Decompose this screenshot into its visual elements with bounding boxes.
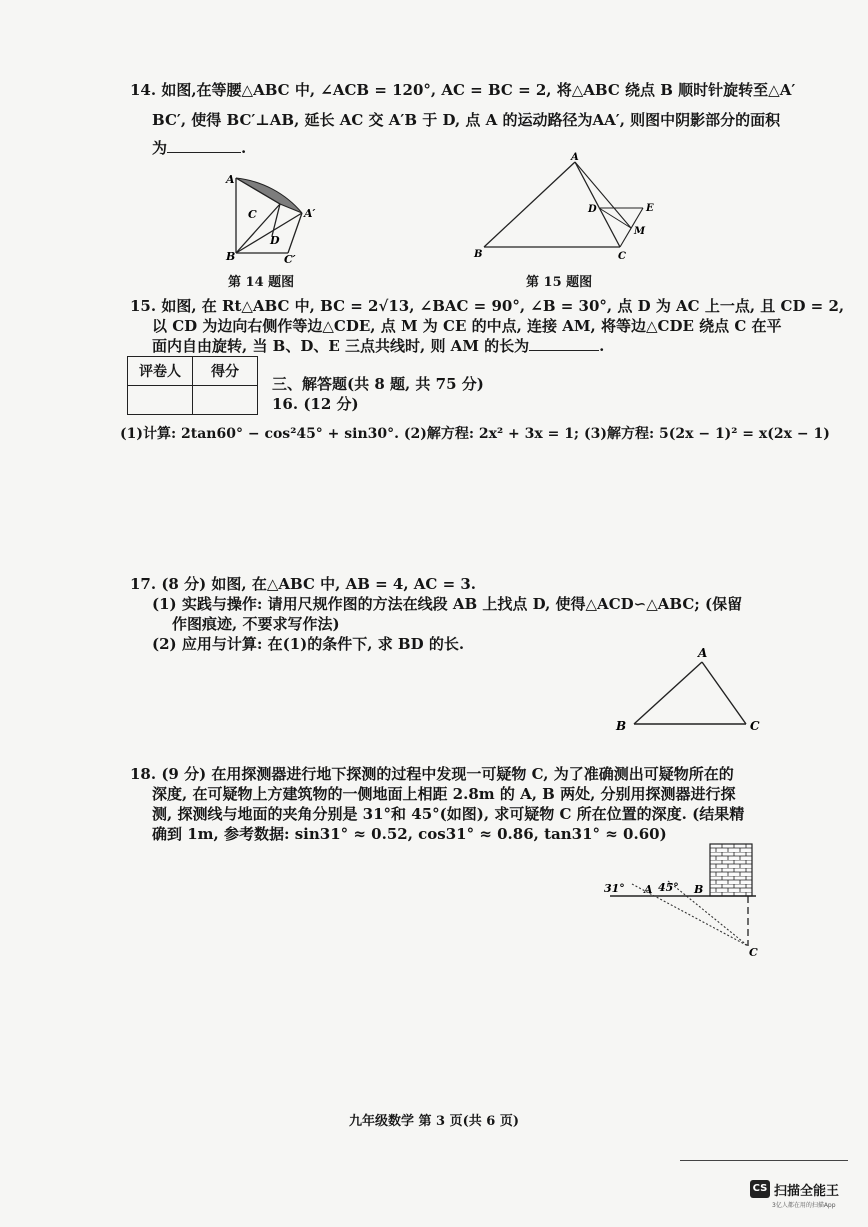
q14-caption: 第 14 题图	[228, 275, 295, 290]
q17-label-b: B	[616, 719, 627, 733]
q14-answer-blank	[167, 138, 241, 153]
grader-table	[127, 356, 258, 415]
q14-segment-c2a2	[288, 213, 302, 253]
q15-segment-am	[575, 162, 631, 228]
q15-segment-ac	[575, 162, 620, 247]
q18-building	[710, 844, 752, 896]
q14-line-3	[152, 138, 246, 158]
q18-line-4: 确到 1m, 参考数据: sin31° ≈ 0.52, cos31° ≈ 0.86, tan31° ≈ 0.60)	[152, 825, 667, 843]
scanner-logo-icon: CS	[750, 1180, 770, 1198]
footer-rule	[680, 1160, 848, 1161]
section-3-heading: 三、解答题(共 8 题, 共 75 分)	[272, 375, 484, 393]
grader-cell-score[interactable]	[193, 386, 258, 415]
q15-label-c: C	[618, 251, 626, 262]
q17-label-c: C	[750, 719, 760, 733]
q17-segment-ba	[634, 662, 702, 724]
q15-label-a: A	[571, 152, 579, 163]
q17-line-4: (2) 应用与计算: 在(1)的条件下, 求 BD 的长.	[152, 635, 465, 653]
q14-label-a-prime: A′	[304, 207, 316, 220]
grader-cell-reviewer[interactable]	[128, 386, 193, 415]
q18-label-a: A	[644, 883, 653, 896]
scanner-app-name: 扫描全能王	[774, 1184, 840, 1199]
scanner-tagline: 3亿人都在用的扫描App	[772, 1202, 836, 1209]
q14-line-3-suffix: .	[241, 139, 247, 157]
q14-label-c-prime: C′	[284, 253, 296, 266]
q15-label-d: D	[588, 204, 597, 215]
q17-line-3: 作图痕迹, 不要求写作法)	[172, 615, 340, 633]
q17-figure	[612, 640, 772, 740]
q17-line-2: (1) 实践与操作: 请用尺规作图的方法在线段 AB 上找点 D, 使得△ACD∽△ABC; (保留	[152, 595, 743, 613]
q18-label-b: B	[694, 883, 704, 896]
q14-line-1: 14. 如图,在等腰△ABC 中, ∠ACB = 120°, AC = BC = 2, 将△ABC 绕点 B 顺时针旋转至△A′	[130, 81, 796, 99]
q18-label-c: C	[749, 946, 758, 959]
q15-label-m: M	[634, 226, 646, 237]
q14-label-d: D	[270, 234, 280, 247]
q15-line-1: 15. 如图, 在 Rt△ABC 中, BC = 2√13, ∠BAC = 90°, ∠B = 30°, 点 D 为 AC 上一点, 且 CD = 2,	[130, 297, 845, 315]
q14-line-3-prefix: 为	[152, 139, 168, 157]
q15-label-e: E	[646, 203, 654, 214]
q14-label-c: C	[248, 208, 257, 221]
q14-segment-ba2	[236, 213, 302, 253]
q14-label-a: A	[226, 173, 235, 186]
q18-line-1: 18. (9 分) 在用探测器进行地下探测的过程中发现一可疑物 C, 为了准确测出可疑物所在的	[130, 765, 734, 783]
q17-label-a: A	[698, 646, 708, 660]
q17-segment-ac	[702, 662, 746, 724]
q14-figure	[220, 168, 320, 268]
q16-header: 16. (12 分)	[272, 395, 359, 413]
q15-figure	[468, 152, 668, 262]
q15-caption: 第 15 题图	[526, 275, 593, 290]
q15-line-3-prefix: 面内自由旋转, 当 B、D、E 三点共线时, 则 AM 的长为	[152, 337, 530, 355]
q16-line: (1)计算: 2tan60° − cos²45° + sin30°. (2)解方程: 2x² + 3x = 1; (3)解方程: 5(2x − 1)² = x(2x − 1)	[120, 426, 830, 442]
q15-line-2: 以 CD 为边向右侧作等边△CDE, 点 M 为 CE 的中点, 连接 AM, 将等边△CDE 绕点 C 在平	[152, 317, 782, 335]
q18-line-2: 深度, 在可疑物上方建筑物的一侧地面上相距 2.8m 的 A, B 两处, 分别用探测器进行探	[152, 785, 736, 803]
q15-label-b: B	[474, 249, 483, 260]
q14-line-2: BC′, 使得 BC′⊥AB, 延长 AC 交 A′B 于 D, 点 A 的运动路径为AA′, 则图中阴影部分的面积	[152, 111, 781, 129]
q18-line-3: 测, 探测线与地面的夹角分别是 31°和 45°(如图), 求可疑物 C 所在位置的深度. (结果精	[152, 805, 745, 823]
page-footer: 九年级数学 第 3 页(共 6 页)	[348, 1114, 520, 1129]
q14-label-b: B	[226, 250, 236, 263]
q15-segment-dm	[599, 208, 631, 228]
q17-line-1: 17. (8 分) 如图, 在△ABC 中, AB = 4, AC = 3.	[130, 575, 477, 593]
q15-answer-blank	[529, 336, 599, 351]
grader-header-reviewer: 评卷人	[128, 357, 193, 386]
q18-label-31: 31°	[604, 882, 625, 895]
q15-segment-ba	[484, 162, 575, 247]
q15-line-3-suffix: .	[599, 337, 605, 355]
grader-header-score: 得分	[193, 357, 258, 386]
q18-figure	[598, 836, 768, 966]
q18-label-45: 45°	[658, 881, 679, 894]
q15-line-3	[152, 336, 604, 356]
